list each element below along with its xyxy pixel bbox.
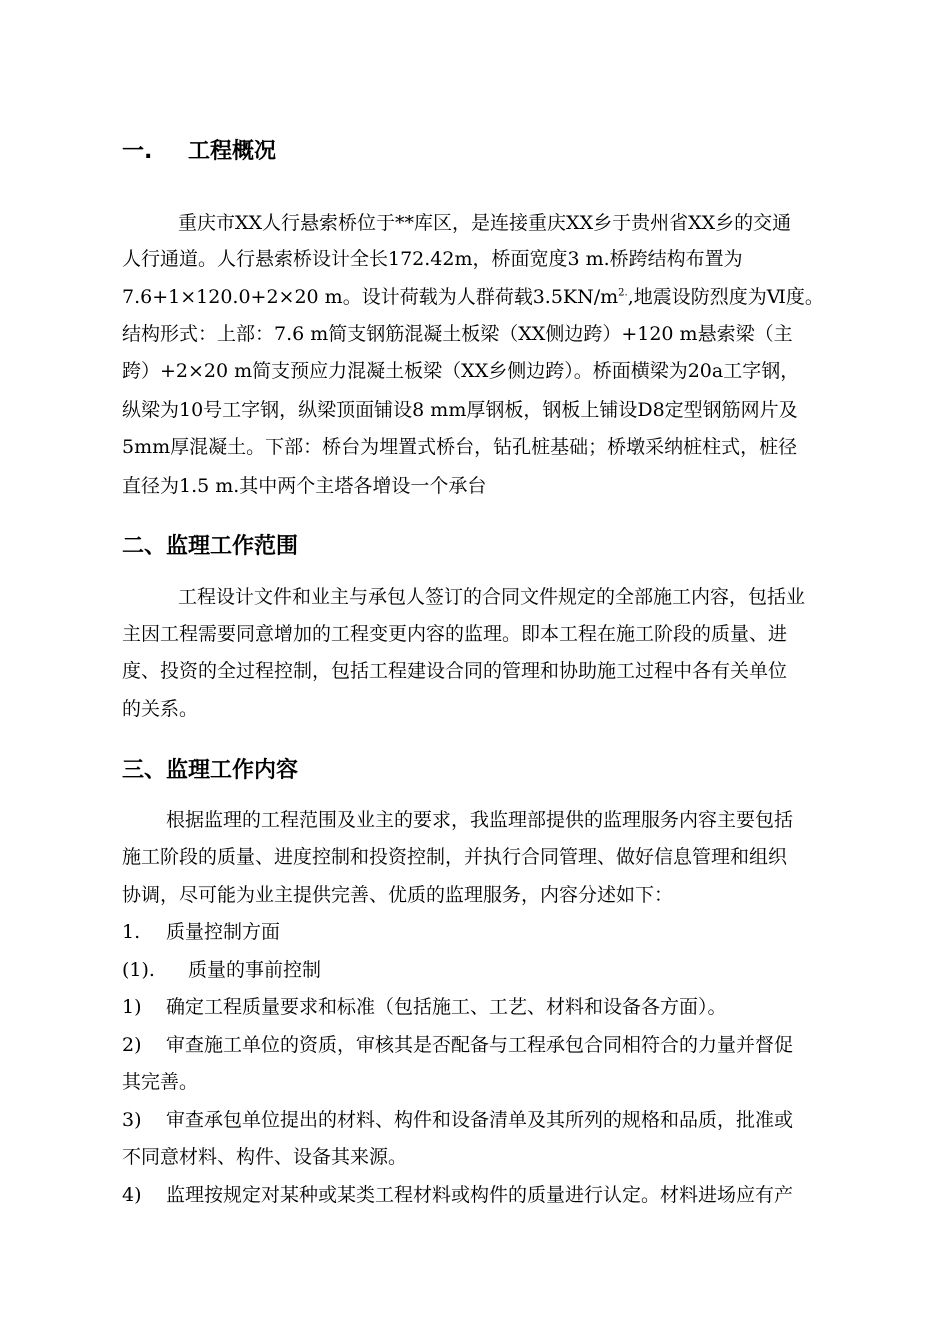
section-1-line-2: 人行通道。人行悬索桥设计全长172.42m，桥面宽度3 m.桥跨结构布置为	[122, 248, 743, 270]
superscript: 2.	[618, 287, 628, 299]
section-1-line-6: 纵梁为10号工字钢，纵梁顶面铺设8 mm厚钢板，钢板上铺设D8定型钢筋网片及	[122, 399, 798, 421]
subsection-1-title: 质量控制方面	[166, 921, 281, 943]
subsection-1-1-title: 质量的事前控制	[188, 959, 322, 981]
section-2-line-2: 主因工程需要同意增加的工程变更内容的监理。即本工程在施工阶段的质量、进	[122, 623, 788, 645]
list-item-4	[122, 1182, 793, 1208]
section-1-line-3-head: 7.6+1×120.0+2×20 m。设计荷载为人群荷载3.5KN/m	[122, 286, 619, 308]
list-item-3-number: 3)	[122, 1109, 142, 1131]
subsection-1	[122, 919, 280, 945]
list-item-2-number: 2)	[122, 1034, 142, 1056]
list-item-1	[122, 994, 727, 1020]
list-item-2-continuation: 其完善。	[122, 1071, 199, 1093]
section-1-line-3	[122, 284, 824, 310]
section-1-line-8: 直径为1.5 m.其中两个主塔各增设一个承台	[122, 475, 487, 497]
section-3-line-3: 协调，尽可能为业主提供完善、优质的监理服务，内容分述如下：	[122, 884, 674, 906]
section-1-line-3-tail: ,地震设防烈度为Ⅵ度。	[627, 286, 824, 308]
section-2-line-1: 工程设计文件和业主与承包人签订的合同文件规定的全部施工内容，包括业	[178, 586, 806, 608]
list-item-1-number: 1)	[122, 996, 142, 1018]
section-3-line-2: 施工阶段的质量、进度控制和投资控制，并执行合同管理、做好信息管理和组织	[122, 846, 788, 868]
list-item-4-number: 4)	[122, 1184, 142, 1206]
section-2-line-3: 度、投资的全过程控制，包括工程建设合同的管理和协助施工过程中各有关单位	[122, 660, 788, 682]
section-3-line-1: 根据监理的工程范围及业主的要求，我监理部提供的监理服务内容主要包括	[166, 809, 794, 831]
list-item-3	[122, 1107, 793, 1133]
list-item-2	[122, 1032, 793, 1058]
subsection-1-1-number: (1).	[122, 959, 155, 981]
section-1-number: 一.	[122, 139, 153, 164]
list-item-4-text: 监理按规定对某种或某类工程材料或构件的质量进行认定。材料进场应有产	[166, 1184, 794, 1206]
list-item-2-text: 审查施工单位的资质，审核其是否配备与工程承包合同相符合的力量并督促	[166, 1034, 794, 1056]
subsection-1-1	[122, 957, 321, 983]
list-item-1-text: 确定工程质量要求和标准（包括施工、工艺、材料和设备各方面）。	[166, 996, 727, 1018]
section-1-line-5: 跨）+2×20 m简支预应力混凝土板梁（XX乡侧边跨）。桥面横梁为20a工字钢，	[122, 360, 800, 382]
section-2-line-4: 的关系。	[122, 698, 199, 720]
section-1-line-4: 结构形式：上部：7.6 m简支钢筋混凝土板梁（XX侧边跨）+120 m悬索梁（主	[122, 323, 793, 345]
list-item-3-continuation: 不同意材料、构件、设备其来源。	[122, 1146, 408, 1168]
section-1-line-7: 5mm厚混凝土。下部：桥台为埋置式桥台，钻孔桩基础；桥墩采纳桩柱式，桩径	[122, 436, 798, 458]
list-item-3-text: 审查承包单位提出的材料、构件和设备清单及其所列的规格和品质，批准或	[166, 1109, 794, 1131]
section-3-heading: 三、监理工作内容	[122, 758, 299, 783]
section-1-heading	[122, 137, 276, 167]
subsection-1-number: 1.	[122, 921, 141, 943]
section-2-heading: 二、监理工作范围	[122, 534, 299, 559]
section-1-title: 工程概况	[188, 139, 277, 164]
section-1-line-1: 重庆市XX人行悬索桥位于**库区，是连接重庆XX乡于贵州省XX乡的交通	[178, 212, 792, 234]
